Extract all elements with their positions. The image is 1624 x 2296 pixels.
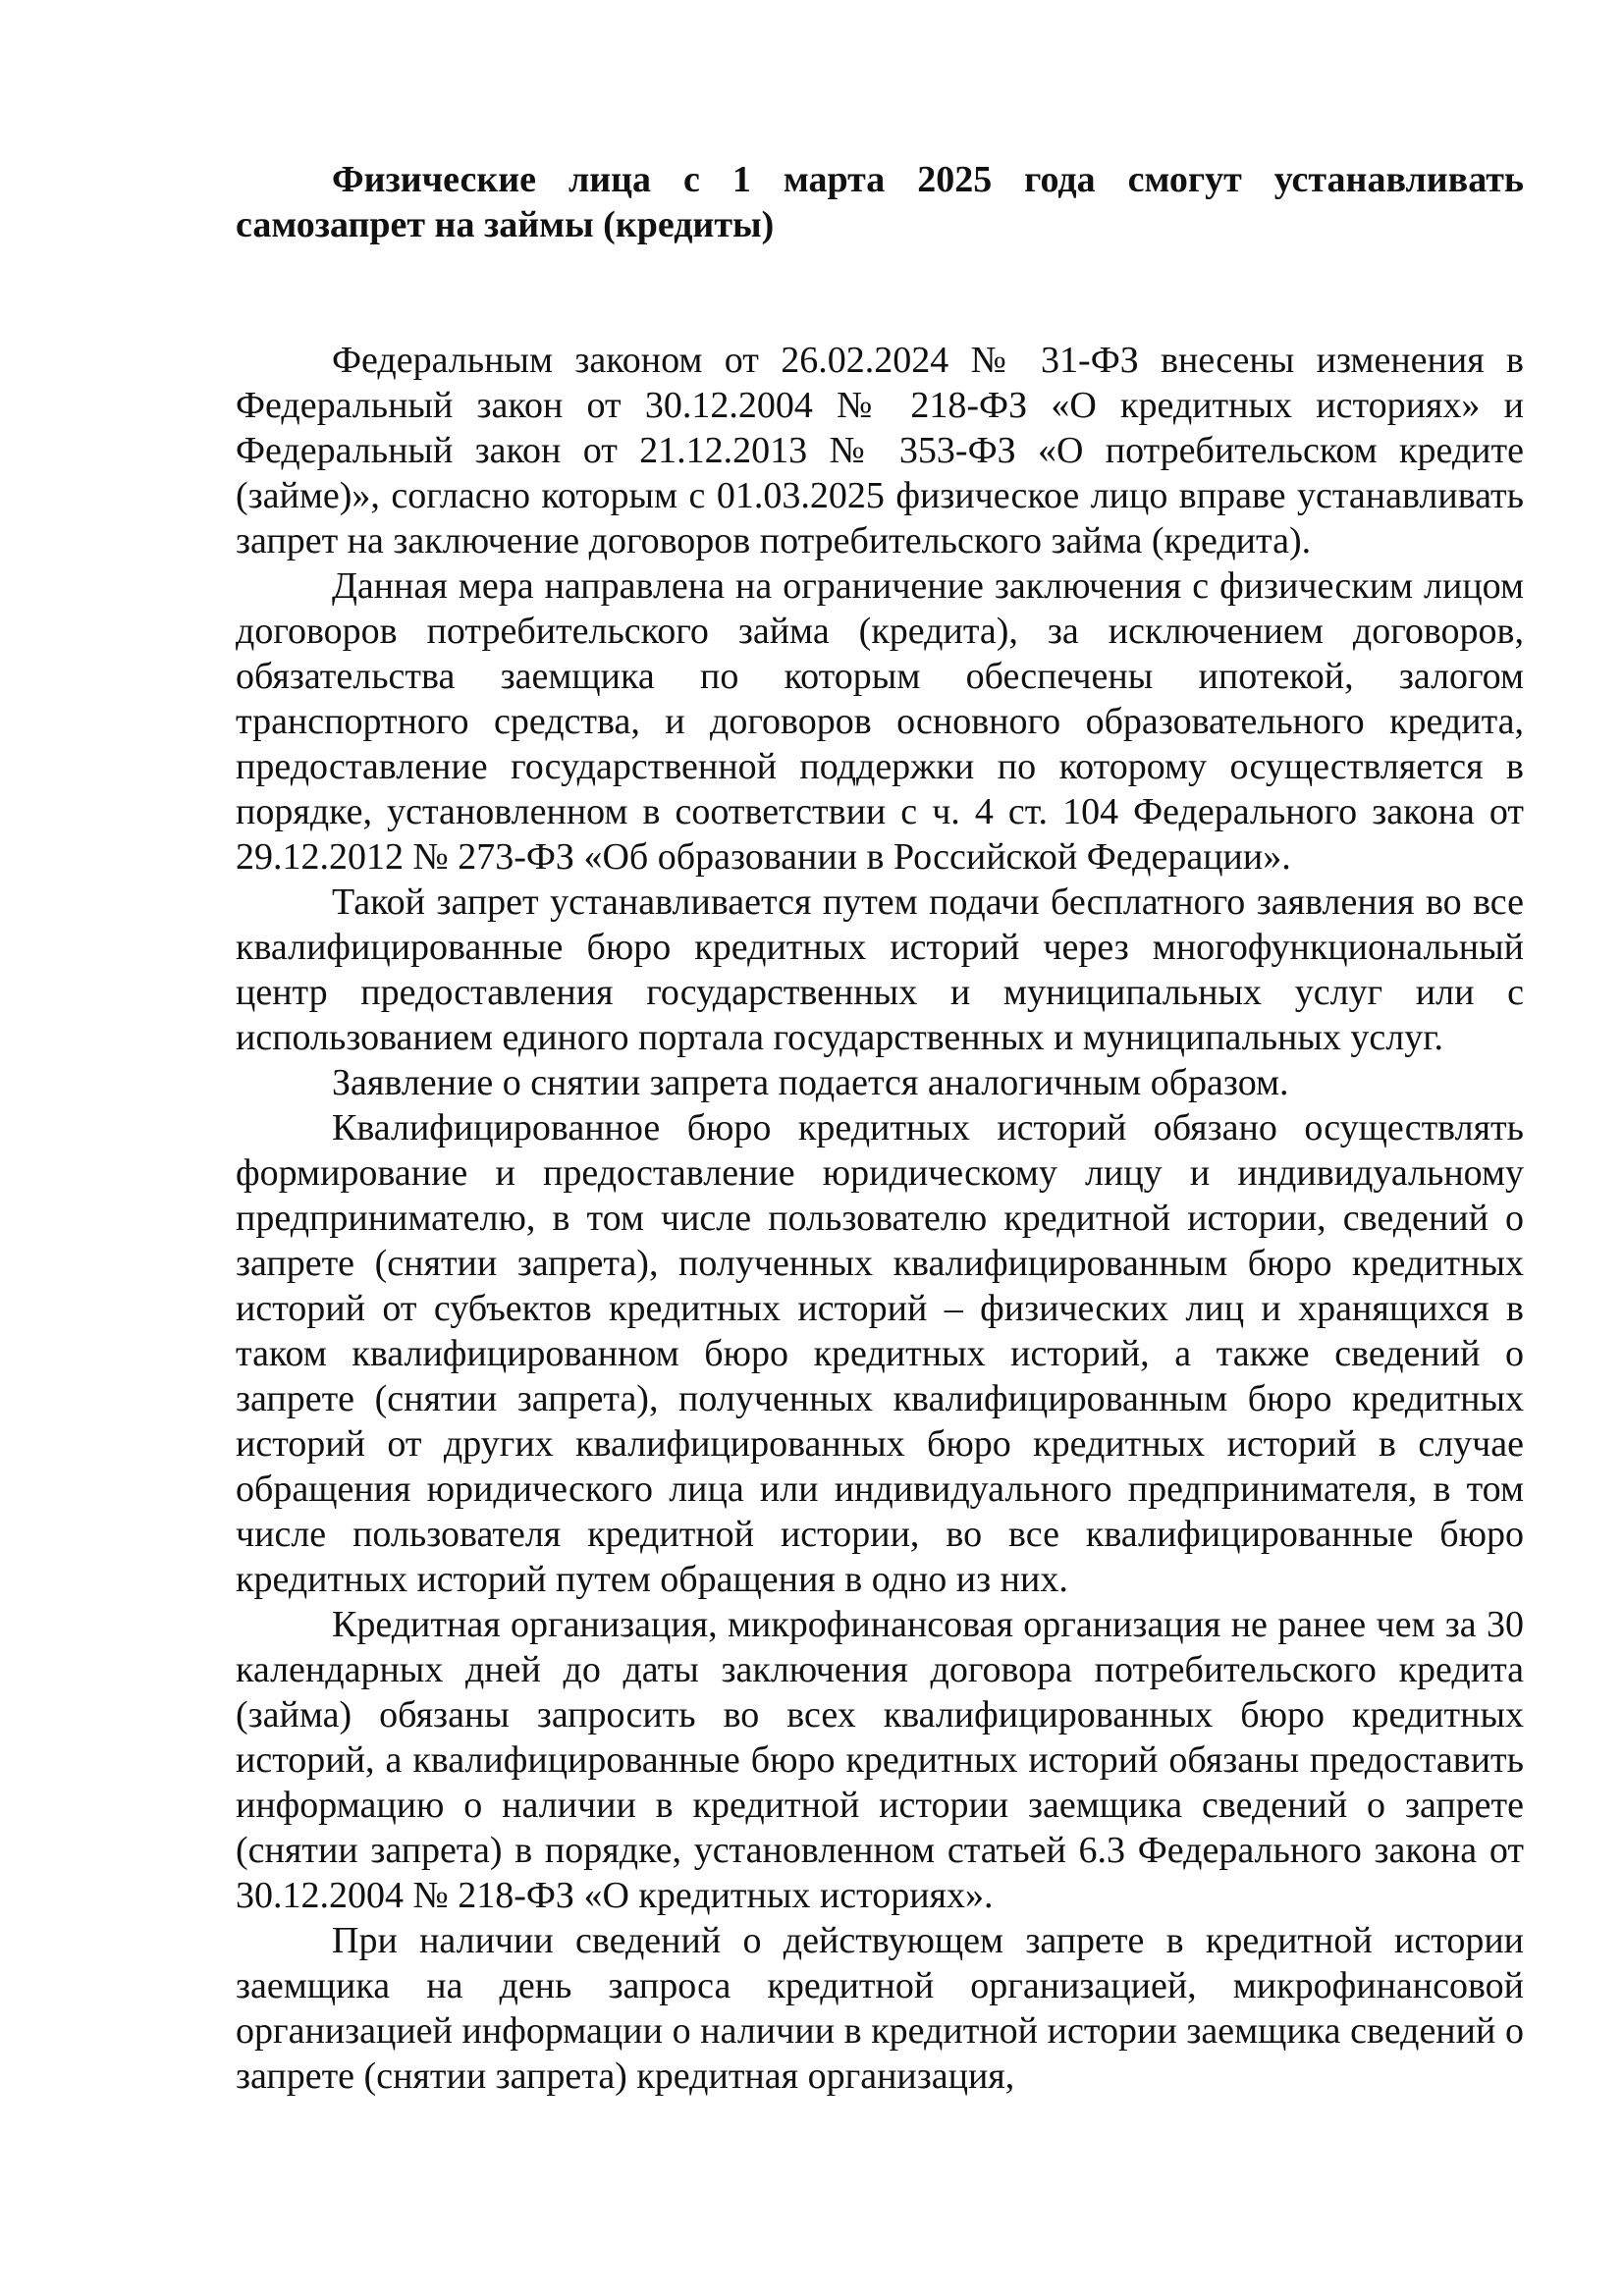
paragraph-how-to-apply: Такой запрет устанавливается путем подачи бесплатного заявления во все квалифицированные бюро кредитных историй через многофункциональный центр предоставления государственных и муниципальных услуг или с использованием единого портала государственных и муниципальных услуг. [236, 881, 1524, 1058]
paragraph-removal-application: Заявление о снятии запрета подается аналогичным образом. [332, 1062, 1289, 1103]
paragraph-measure-purpose: Данная мера направлена на ограничение заключения с физическим лицом договоров потребительского займа (кредита), за исключением договоров, обязательства заемщика по которым обеспечены ипотекой, залогом транспортного средства, и договоров основного образовательного кредита, предоставление государственной поддержки по которому осуществляется в порядке, установленном в соответствии с ч. 4 ст. 104 Федерального закона от 29.12.2012 № 273-ФЗ «Об образовании в Российской Федерации». [236, 565, 1524, 878]
title-spacer [236, 247, 1524, 338]
document-title: Физические лица с 1 марта 2025 года смогут устанавливать самозапрет на займы (кредиты) [236, 159, 1524, 245]
paragraph-law-amendments: Федеральным законом от 26.02.2024 № 31-ФЗ внесены изменения в Федеральный закон от 30.12.2004 № 218-ФЗ «О кредитных историях» и Федеральный закон от 21.12.2013 № 353-ФЗ «О потребительском кредите (займе)», согласно которым с 01.03.2025 физическое лицо вправе устанавливать запрет на заключение договоров потребительского займа (кредита). [236, 340, 1524, 561]
paragraph-bureau-obligations: Квалифицированное бюро кредитных историй обязано осуществлять формирование и предоставление юридическому лицу и индивидуальному предпринимателю, в том числе пользователю кредитной истории, сведений о запрете (снятии запрета), полученных квалифицированным бюро кредитных историй от субъектов кредитных историй – физических лиц и хранящихся в таком квалифицированном бюро кредитных историй, а также сведений о запрете (снятии запрета), полученных квалифицированным бюро кредитных историй от других квалифицированных бюро кредитных историй в случае обращения юридического лица или индивидуального предпринимателя, в том числе пользователя кредитной истории, во все квалифицированные бюро кредитных историй путем обращения в одно из них. [236, 1107, 1524, 1600]
document-page [236, 157, 1524, 2099]
paragraph-active-ban: При наличии сведений о действующем запрете в кредитной истории заемщика на день запроса кредитной организацией, микрофинансовой организацией информации о наличии в кредитной истории заемщика сведений о запрете (снятии запрета) кредитная организация, [236, 1920, 1524, 2097]
paragraph-lender-request: Кредитная организация, микрофинансовая организация не ранее чем за 30 календарных дней до даты заключения договора потребительского кредита (займа) обязаны запросить во всех квалифицированных бюро кредитных историй, а квалифицированные бюро кредитных историй обязаны предоставить информацию о наличии в кредитной истории заемщика сведений о запрете (снятии запрета) в порядке, установленном статьей 6.3 Федерального закона от 30.12.2004 № 218-ФЗ «О кредитных историях». [236, 1604, 1524, 1916]
